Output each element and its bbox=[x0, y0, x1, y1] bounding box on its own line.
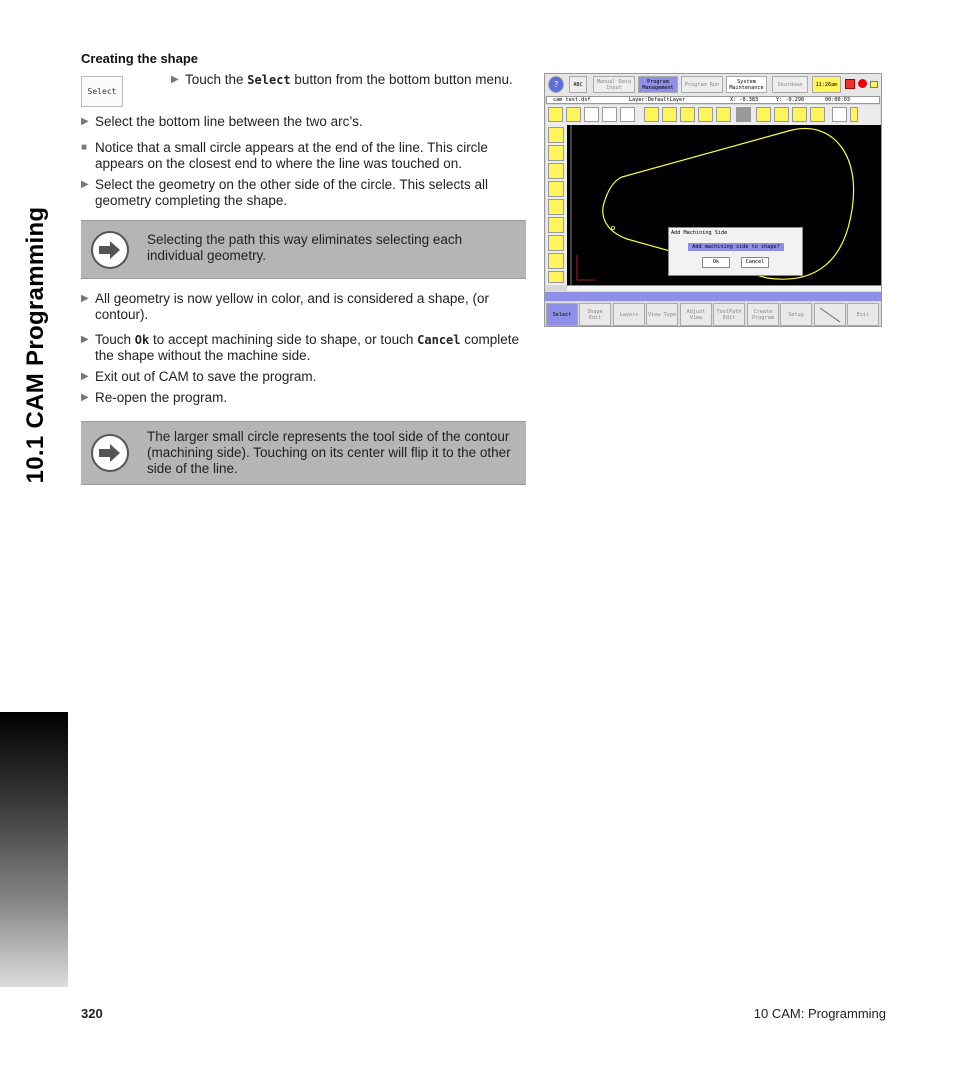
line-vertical-tool-icon[interactable] bbox=[548, 163, 564, 179]
grid-tool-icon[interactable] bbox=[832, 107, 847, 122]
cancel-button[interactable]: Cancel bbox=[741, 257, 769, 268]
side-gradient-bar bbox=[0, 712, 68, 987]
select-button[interactable]: Select bbox=[546, 303, 578, 326]
chamfer-tool-icon[interactable] bbox=[548, 217, 564, 233]
square-bullet-icon: ■ bbox=[81, 142, 88, 153]
x-coordinate: X: -0.383 bbox=[730, 97, 759, 103]
step-5: ▶ All geometry is now yellow in color, and is considered a shape, (or contour). bbox=[81, 291, 489, 322]
cam-screenshot bbox=[544, 73, 882, 327]
view-type-button[interactable]: View Type bbox=[646, 303, 678, 326]
program-management-button[interactable]: Program Management bbox=[638, 76, 678, 93]
help-icon[interactable]: ? bbox=[548, 76, 564, 93]
delete-tool-icon[interactable] bbox=[698, 107, 713, 122]
lock-icon[interactable] bbox=[870, 81, 878, 88]
list-tool-icon[interactable] bbox=[716, 107, 731, 122]
diagonal-icon-button[interactable] bbox=[814, 303, 846, 326]
add-machining-side-dialog bbox=[668, 227, 803, 276]
note-box-1 bbox=[81, 220, 526, 279]
triangle-bullet-icon: ▶ bbox=[81, 179, 89, 190]
note-text: Selecting the path this way eliminates selecting each individual geometry. bbox=[147, 232, 463, 263]
toolpath-edit-button[interactable]: ToolPath Edit bbox=[713, 303, 745, 326]
stop-icon[interactable] bbox=[858, 79, 867, 88]
shape-edit-button[interactable]: Shape Edit bbox=[579, 303, 611, 326]
step-7: ▶ Exit out of CAM to save the program. bbox=[81, 369, 317, 384]
select-button-illustration: Select bbox=[81, 76, 123, 107]
dialog-question: Add machining side to shape? bbox=[688, 243, 784, 251]
system-maintenance-button[interactable]: System Maintenance bbox=[726, 76, 767, 93]
chain-tool-icon[interactable] bbox=[548, 253, 564, 269]
note-text: The larger small circle represents the tool side of the contour (machining side). Touching on its center will flip it to the other side of the line. bbox=[147, 429, 511, 476]
horizontal-ruler bbox=[567, 285, 881, 291]
top-menu-bar bbox=[545, 74, 881, 96]
step-2: ▶ Select the bottom line between the two arc’s. bbox=[81, 114, 363, 129]
triangle-bullet-icon: ▶ bbox=[81, 116, 89, 127]
select-window-tool-icon[interactable] bbox=[792, 107, 807, 122]
point-tool-icon[interactable] bbox=[548, 107, 563, 122]
diagonal-line-icon bbox=[818, 306, 842, 324]
axis-offset-tool-icon[interactable] bbox=[548, 145, 564, 161]
arc-tangent-tool-icon[interactable] bbox=[662, 107, 677, 122]
step-8: ▶ Re-open the program. bbox=[81, 390, 228, 405]
zoom-tool-icon[interactable] bbox=[810, 107, 825, 122]
arc-tool-icon[interactable] bbox=[644, 107, 659, 122]
more-tools-icon[interactable] bbox=[850, 107, 858, 122]
clock-display: 11:26am bbox=[812, 76, 841, 93]
triangle-bullet-icon: ▶ bbox=[171, 74, 179, 85]
angle-tool-icon[interactable] bbox=[548, 199, 564, 215]
offset-tool-icon[interactable] bbox=[548, 271, 564, 283]
triangle-bullet-icon: ▶ bbox=[81, 371, 89, 382]
triangle-bullet-icon: ▶ bbox=[81, 334, 89, 345]
elapsed-time: 00:00:03 bbox=[825, 97, 850, 103]
prompt-bar bbox=[545, 292, 881, 301]
step-3: ■ Notice that a small circle appears at the end of the line. This circle appears on the closest end to where the line was touched on. bbox=[81, 140, 488, 171]
exit-button[interactable]: Exit bbox=[847, 303, 879, 326]
circle-tool-icon[interactable] bbox=[584, 107, 599, 122]
folder-tool-icon[interactable] bbox=[756, 107, 771, 122]
step-4: ▶ Select the geometry on the other side of the circle. This selects all geometry completing the shape. bbox=[81, 177, 488, 208]
chapter-footer: 10 CAM: Programming bbox=[753, 1006, 886, 1021]
chapter-side-title: 10.1 CAM Programming bbox=[22, 206, 49, 484]
note-box-2 bbox=[81, 421, 526, 485]
bottom-button-menu bbox=[545, 302, 881, 326]
drawing-canvas[interactable] bbox=[567, 125, 881, 285]
section-heading: Creating the shape bbox=[81, 51, 199, 66]
frame-tool-icon[interactable] bbox=[774, 107, 789, 122]
machining-side-marker bbox=[611, 226, 614, 229]
ok-button[interactable]: Ok bbox=[702, 257, 730, 268]
rectangle-tool-icon[interactable] bbox=[620, 107, 635, 122]
y-coordinate: Y: -0.290 bbox=[776, 97, 805, 103]
filled-circle-tool-icon[interactable] bbox=[602, 107, 617, 122]
dialog-title: Add Machining Side bbox=[671, 230, 728, 236]
arrow-right-icon bbox=[91, 434, 129, 472]
left-toolbar bbox=[546, 125, 567, 285]
triangle-bullet-icon: ▶ bbox=[81, 392, 89, 403]
shutdown-button[interactable]: Shutdown bbox=[772, 76, 808, 93]
program-run-button[interactable]: Program Run bbox=[681, 76, 723, 93]
status-bar bbox=[546, 96, 880, 104]
drawing-toolbar bbox=[546, 105, 880, 125]
arrow-right-icon bbox=[91, 231, 129, 269]
line-tool-icon[interactable] bbox=[566, 107, 581, 122]
abc-button[interactable]: ABC bbox=[569, 76, 587, 93]
page-number: 320 bbox=[81, 1006, 103, 1021]
create-program-button[interactable]: Create Program bbox=[747, 303, 779, 326]
step-1: ▶ Touch the Select button from the bottom button menu. bbox=[171, 72, 513, 87]
step-6: ▶ Touch Ok to accept machining side to shape, or touch Cancel complete the shape without the machine side. bbox=[81, 332, 520, 363]
setup-button[interactable]: Setup bbox=[780, 303, 812, 326]
alarm-icon[interactable] bbox=[845, 79, 855, 89]
axis-tool-icon[interactable] bbox=[548, 127, 564, 143]
layer-name: Layer:DefaultLayer bbox=[629, 97, 686, 103]
file-name: cam test.dxf bbox=[553, 97, 591, 103]
layers-button[interactable]: Layers bbox=[613, 303, 645, 326]
line-angle-tool-icon[interactable] bbox=[548, 181, 564, 197]
fill-tool-icon[interactable] bbox=[736, 107, 751, 122]
diameter-tool-icon[interactable] bbox=[680, 107, 695, 122]
manual-data-input-button[interactable]: Manual Data Input bbox=[593, 76, 635, 93]
fillet-tool-icon[interactable] bbox=[548, 235, 564, 251]
adjust-view-button[interactable]: Adjust View bbox=[680, 303, 712, 326]
triangle-bullet-icon: ▶ bbox=[81, 293, 89, 304]
